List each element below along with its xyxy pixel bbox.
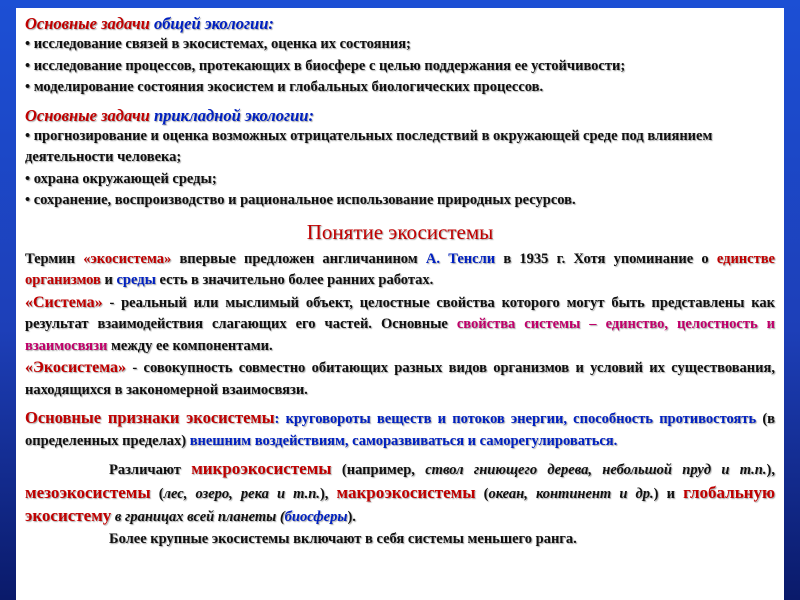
list-item: • исследование процессов, протекающих в биосфере с целью поддержания ее устойчивости; [25, 57, 626, 74]
paragraph-ecosystem: «Экосистема» - совокупность совместно обитающих разных видов организмов и условий их существования, находящихся в закономерной взаимосвязи. [25, 359, 775, 398]
paragraph-ecosystem-types: Различают микроэкосистемы (например, ствол гниющего дерева, небольшой пруд и т.п.), мезоэкосистемы (лес, озеро, река и т.п.), макроэкосистемы (океан, континент и др.) и глобальную экосистему в границах всей планеты (биосферы). [25, 459, 775, 525]
slide-content [16, 8, 784, 600]
list-item: • исследование связей в экосистемах, оценка их состояния; [25, 36, 411, 52]
section-general-ecology-title: Основные задачи общей экологии: [25, 14, 274, 33]
section-applied-ecology-title: Основные задачи прикладной экологии: [25, 105, 314, 125]
paragraph-features: Основные признаки экосистемы: круговороты веществ и потоков энергии, способность противостоять (в определенных пределах) внешним воздействиям, саморазвиваться и саморегулироваться. [25, 408, 775, 449]
concept-title: Понятие экосистемы [306, 219, 494, 244]
paragraph-term: Термин «экосистема» впервые предложен англичанином А. Тенсли в 1935 г. Хотя упоминание о единстве организмов и среды есть в значительно более ранних работах. [25, 250, 775, 288]
list-item: • прогнозирование и оценка возможных отрицательных последствий в окружающей среде под влиянием деятельности человека; [25, 127, 713, 165]
list-item: • сохранение, воспроизводство и рациональное использование природных ресурсов. [25, 192, 576, 208]
list-item: • моделирование состояния экосистем и глобальных биологических процессов. [25, 79, 544, 95]
paragraph-system: «Система» - реальный или мыслимый объект, целостные свойства которого могут быть представлены как результат взаимодействия слагающих его частей. Основные свойства системы – единство, целостность и взаимосвязи между ее компонентами. [25, 293, 775, 354]
list-item: • охрана окружающей среды; [25, 170, 217, 187]
paragraph-larger-ecosystems: Более крупные экосистемы включают в себя системы меньшего ранга. [109, 530, 577, 547]
